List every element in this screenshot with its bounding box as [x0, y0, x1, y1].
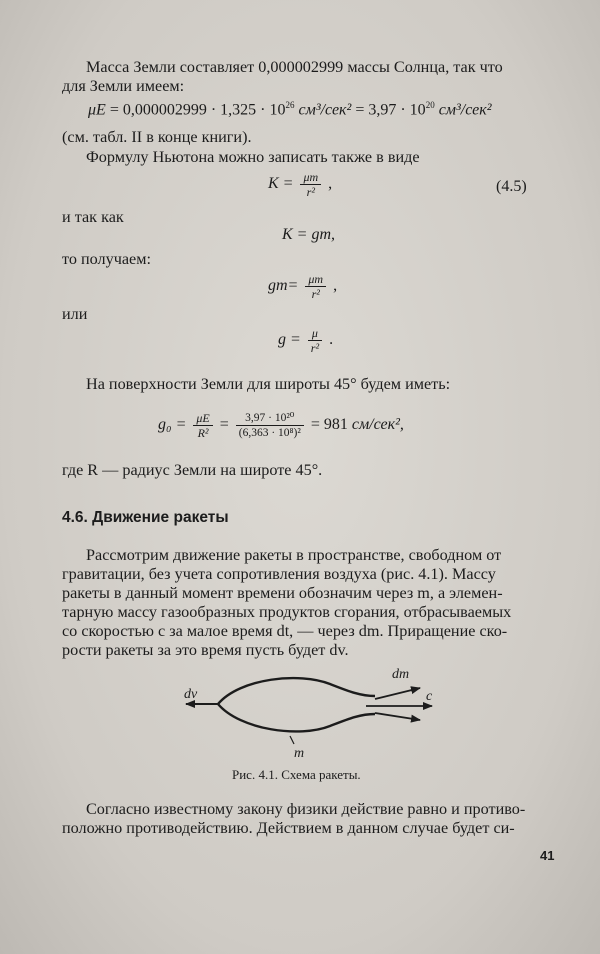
figure-caption: Рис. 4.1. Схема ракеты. — [232, 767, 361, 782]
eq-g0-unit: см/сек², — [351, 416, 404, 434]
or-text: или — [62, 305, 88, 323]
rocket-line-2: гравитации, без учета сопротивления воздуха (рис. 4.1). Массу — [62, 565, 496, 583]
we-get-text: то получаем: — [62, 250, 151, 268]
mu-e-unit-1: см³/сек² — [298, 101, 352, 119]
eq-45-fraction — [300, 170, 321, 199]
equation-gm — [268, 272, 337, 301]
eq-g0-fraction-1 — [193, 411, 212, 440]
eq-g0-fraction-2 — [236, 411, 304, 440]
eq-g0-numerator-1: μE — [193, 411, 212, 426]
eq-g-tail: . — [329, 331, 334, 349]
equation-g — [278, 326, 333, 355]
eq-45-denominator: r² — [306, 185, 315, 199]
eq-g-numerator: μ — [308, 326, 322, 341]
intro-line-1: Масса Земли составляет 0,000002999 массы Солнца, так что — [86, 58, 503, 76]
equation-g0: g₀ = $\frac{\mu E}{\text{R²}}$ = $\frac{\text{3,97 · 10²⁰}}{\text{(6,363 · 10⁸)²}}$ = 981 см/сек², — [158, 411, 404, 440]
mu-e-symbol: μE — [88, 101, 106, 119]
newton-intro: Формулу Ньютона можно записать также в виде — [86, 148, 420, 166]
rocket-line-4: тарную массу газообразных продуктов сгорания, отбрасываемых — [62, 603, 512, 621]
dm-arrow-lower — [375, 713, 420, 720]
final-line-2: положно противодействию. Действием в данном случае будет си- — [62, 819, 515, 837]
equation-4-5 — [268, 170, 332, 199]
eq-gm-denominator: r² — [311, 287, 320, 301]
mu-e-exp-2: 20 — [425, 100, 435, 110]
eq-g-fraction — [308, 326, 322, 355]
and-since-text: и так как — [62, 208, 124, 226]
eq-gm-numerator: μm — [305, 272, 326, 287]
label-dm: dm — [392, 667, 410, 682]
page-number: 41 — [540, 848, 555, 863]
final-line-1: Согласно известному закону физики действие равно и противо- — [86, 800, 526, 818]
intro-line-2: для Земли имеем: — [62, 77, 185, 95]
eq-g0-numerator-2: 3,97 · 10²⁰ — [236, 411, 304, 426]
eq-45-lhs: K = — [268, 175, 294, 193]
eq-g0-lhs: g₀ = — [158, 416, 187, 434]
eq-g-lhs: g = — [278, 331, 301, 349]
surface-text: На поверхности Земли для широты 45° будем иметь: — [86, 375, 451, 393]
dm-arrow-upper — [375, 688, 420, 699]
rocket-line-5: со скоростью c за малое время dt, — через dm. Приращение ско- — [62, 622, 508, 640]
eq-g-denominator: r² — [310, 341, 320, 355]
eq-g0-rhs: = 981 — [310, 416, 348, 434]
m-leader-line — [290, 736, 294, 744]
eq-gm-lhs: gm= — [268, 277, 299, 295]
mu-e-rhs-2: = 3,97 · 10 — [355, 101, 426, 119]
mu-e-rhs-1: = 0,000002999 · 1,325 · 10 — [109, 101, 286, 119]
equation-number-4-5: (4.5) — [496, 178, 527, 195]
rocket-line-1: Рассмотрим движение ракеты в пространстве, свободном от — [86, 546, 502, 564]
label-c: c — [426, 689, 433, 704]
rocket-diagram — [170, 660, 450, 760]
mu-e-exp-1: 26 — [285, 100, 295, 110]
table-reference: (см. табл. II в конце книги). — [62, 128, 252, 146]
eq-45-tail: , — [328, 175, 333, 193]
section-heading: 4.6. Движение ракеты — [62, 509, 229, 526]
rocket-body-outline — [218, 678, 375, 731]
label-m: m — [294, 746, 305, 760]
mu-e-unit-2: см³/сек² — [438, 101, 492, 119]
rocket-line-6: рости ракеты за это время пусть будет dv. — [62, 641, 349, 659]
eq-45-numerator: μm — [300, 170, 321, 185]
equation-mu-earth — [88, 100, 492, 119]
eq-gm-tail: , — [333, 277, 338, 295]
eq-g0-denominator-1: R² — [197, 426, 209, 440]
where-text: где R — радиус Земли на широте 45°. — [62, 461, 323, 479]
label-dv: dv — [184, 687, 198, 702]
rocket-line-3: ракеты в данный момент времени обозначим через m, а элемен- — [62, 584, 503, 602]
equation-k-gm: K = gm, — [282, 226, 336, 243]
eq-g0-denominator-2: (6,363 · 10⁸)² — [238, 427, 301, 439]
eq-gm-fraction — [305, 272, 326, 301]
